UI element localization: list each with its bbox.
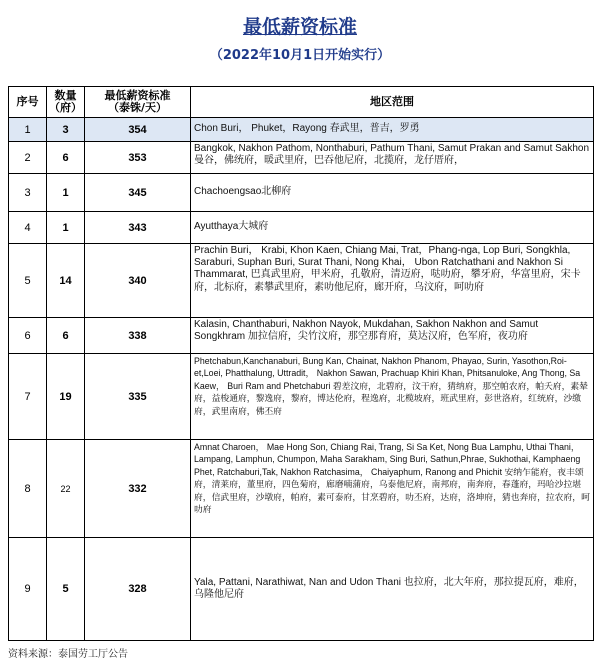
row-count: 3 — [47, 118, 85, 142]
table-row — [9, 212, 594, 244]
row-wage: 328 — [85, 538, 191, 641]
header-count — [47, 87, 85, 118]
source-footnote: 资料来源：泰国劳工厅公告 — [8, 649, 128, 660]
row-count: 1 — [47, 174, 85, 212]
row-wage: 353 — [85, 142, 191, 174]
row-area: Prachin Buri， Krabi, Khon Kaen, Chiang Mai, Trat，Phang-nga, Lop Buri, Songkhla, Saraburi, Suphan Buri, Surat Thani, Nong Khai， Ubon Ratchathani and Nakhon Si Thammarat, 巴真武里府，甲米府，孔敬府，清迈府，哒叻府，攀牙府，华富里府，宋卡府，北标府，素攀武里府，素叻他尼府，廊开府，乌汶府，呵叻府 — [191, 244, 594, 318]
row-area: Phetchabun,Kanchanaburi, Bung Kan, Chainat, Nakhon Phanom, Phayao, Surin, Yasothon,Roi-et,Loei, Phatthalung, Uttradit， Nakhon Sawan, Prachuap Khiri Khan, Phitsanuloke, Ang Thong, Sa Kaew， Buri Ram and Phetchaburi 碧差汶府，北碧府，汶干府，猜纳府，那空帕农府，帕夭府，素辇府，益梭通府，黎逸府，黎府，博达伦府，程逸府，北榄坡府，班武里府，彭世洛府，红统府，沙缴府，武里南府，佛丕府 — [191, 354, 594, 440]
table-row — [9, 244, 594, 318]
row-count: 6 — [47, 318, 85, 354]
row-no: 8 — [9, 440, 47, 538]
header-count-line2: （府） — [49, 101, 82, 114]
row-area: Ayutthaya大城府 — [191, 212, 594, 244]
row-count: 14 — [47, 244, 85, 318]
row-count: 1 — [47, 212, 85, 244]
row-count: 22 — [47, 440, 85, 538]
row-wage: 332 — [85, 440, 191, 538]
header-wage — [85, 87, 191, 118]
row-no: 3 — [9, 174, 47, 212]
row-wage: 340 — [85, 244, 191, 318]
header-area: 地区范围 — [191, 87, 594, 118]
table-row — [9, 318, 594, 354]
row-area: Chon Buri， Phuket，Rayong 春武里，普吉，罗勇 — [191, 118, 594, 142]
row-no: 6 — [9, 318, 47, 354]
row-no: 5 — [9, 244, 47, 318]
row-count: 19 — [47, 354, 85, 440]
table-row — [9, 142, 594, 174]
row-area: Bangkok, Nakhon Pathom, Nonthaburi, Pathum Thani, Samut Prakan and Samut Sakhon 曼谷，佛统府，暖武里府，巴吞他尼府，北揽府，龙仔厝府， — [191, 142, 594, 174]
header-wage-line1: 最低薪资标准 — [104, 89, 171, 102]
table-header-row — [9, 87, 594, 118]
row-wage: 338 — [85, 318, 191, 354]
row-wage: 354 — [85, 118, 191, 142]
table-row — [9, 174, 594, 212]
table-row — [9, 118, 594, 142]
row-no: 1 — [9, 118, 47, 142]
page-subtitle: （2022年10月1日开始实行） — [209, 48, 391, 63]
wage-table — [8, 86, 594, 641]
table-row — [9, 538, 594, 641]
row-area: Chachoengsao北柳府 — [191, 174, 594, 212]
header-wage-line2: （泰铢/天） — [107, 101, 168, 114]
row-area: Amnat Charoen， Mae Hong Son, Chiang Rai, Trang, Si Sa Ket, Nong Bua Lamphu, Uthai Thani， Lampang, Lamphun, Chumpon, Maha Sarakham, Sing Buri, Sathun,Phrae, Sukhothai, Kamphaeng Phet, Ratchaburi,Tak, Nakhon Ratchasima， Chaiyaphum, Ranong and Phichit 安纳乍能府，夜丰颂府，清莱府，董里府，四色菊府，廊磨喃蒲府，乌泰他尼府，南邦府，南奔府，春蓬府，玛哈沙拉堪府，信武里府，沙墩府，帕府，素可泰府，甘烹碧府，叻丕府，达府，洛坤府，猜也奔府，拉农府，呵叻府 — [191, 440, 594, 538]
row-wage: 343 — [85, 212, 191, 244]
table-row — [9, 354, 594, 440]
header-no: 序号 — [9, 87, 47, 118]
row-area: Kalasin, Chanthaburi, Nakhon Nayok, Mukdahan, Sakhon Nakhon and Samut Songkhram 加拉信府，尖竹汶府，那空那育府，莫达汉府，色军府，夜功府 — [191, 318, 594, 354]
page-title: 最低薪资标准 — [242, 16, 357, 38]
row-no: 7 — [9, 354, 47, 440]
row-no: 4 — [9, 212, 47, 244]
row-wage: 335 — [85, 354, 191, 440]
header-count-line1: 数量 — [54, 89, 77, 102]
row-no: 2 — [9, 142, 47, 174]
row-no: 9 — [9, 538, 47, 641]
row-count: 5 — [47, 538, 85, 641]
row-area: Yala, Pattani, Narathiwat, Nan and Udon Thani 也拉府，北大年府，那拉提瓦府，难府，乌隆他尼府 — [191, 538, 594, 641]
row-wage: 345 — [85, 174, 191, 212]
row-count: 6 — [47, 142, 85, 174]
table-row — [9, 440, 594, 538]
